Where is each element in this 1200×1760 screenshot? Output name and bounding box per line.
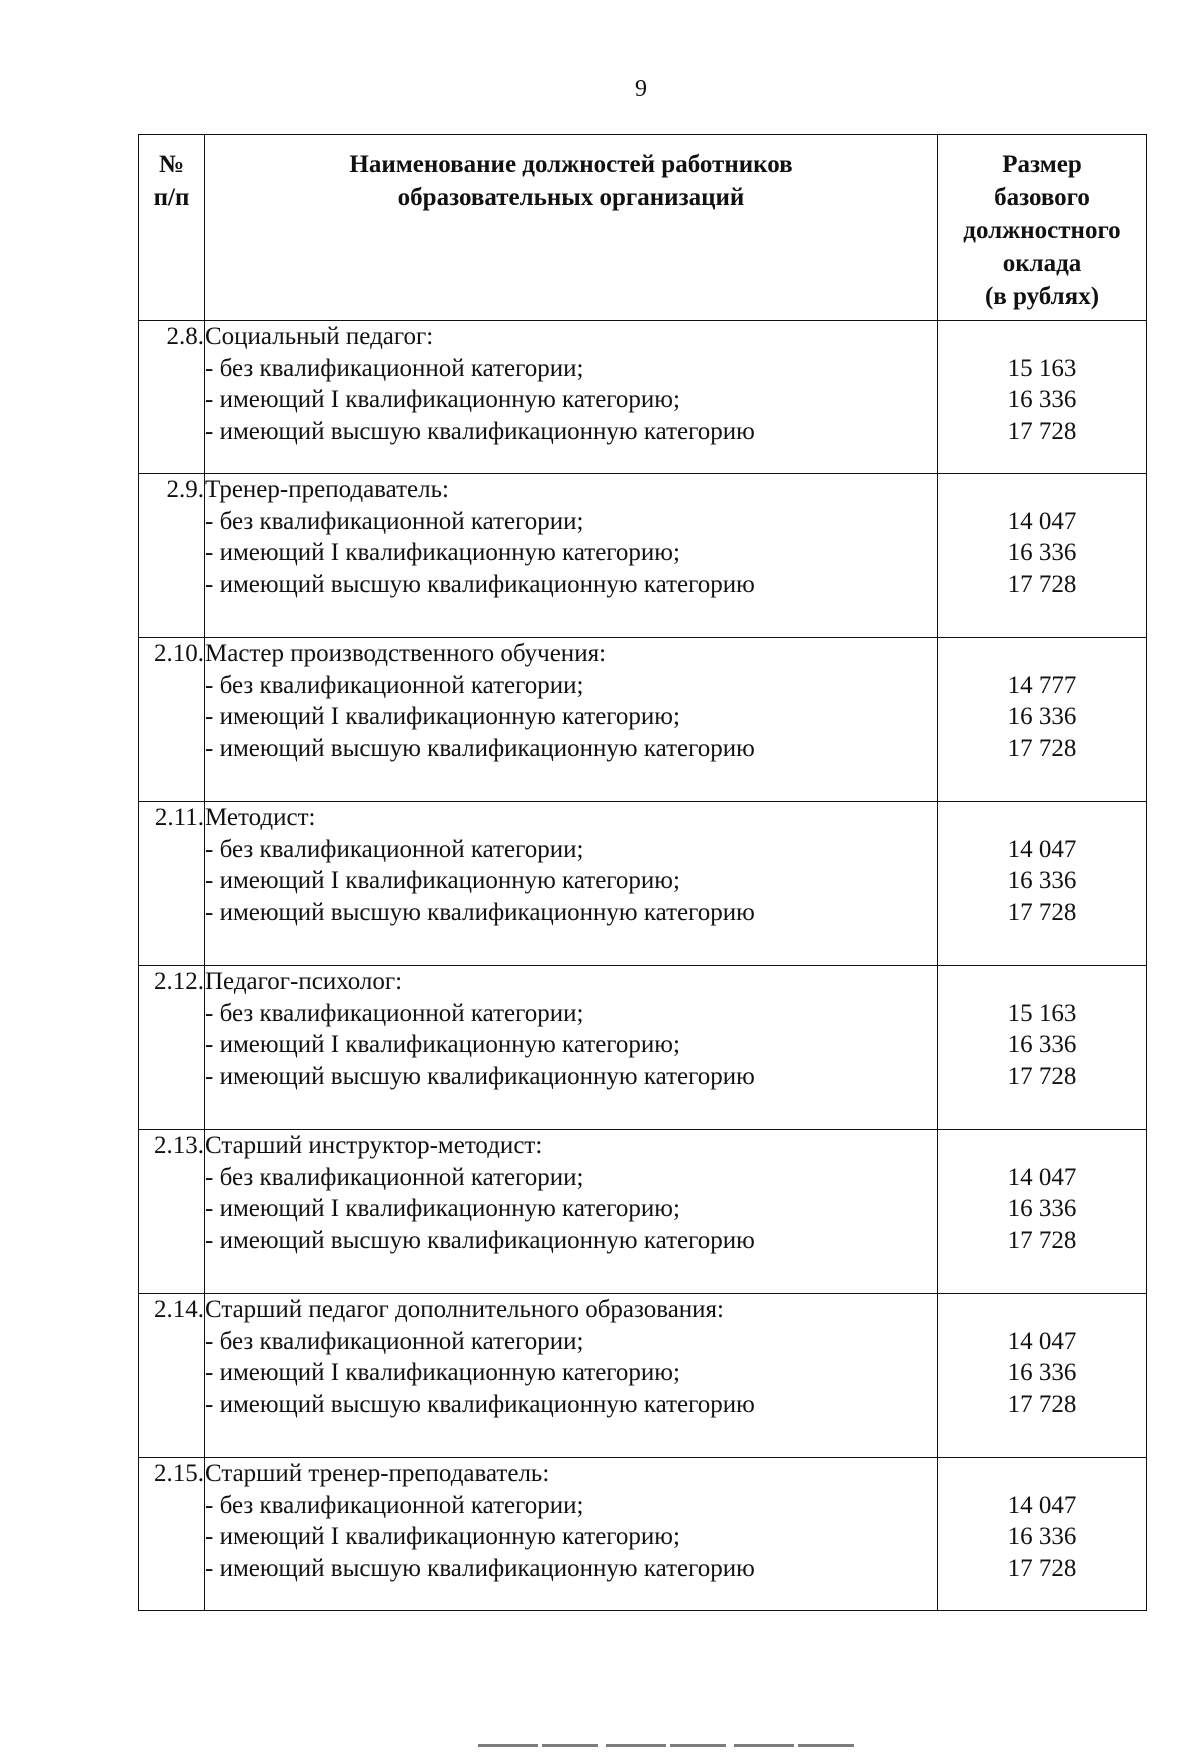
position-title: Старший педагог дополнительного образования:: [205, 1296, 725, 1323]
position-title: Старший тренер-преподаватель:: [205, 1460, 550, 1487]
salary-value: 17 728: [1007, 1554, 1077, 1582]
salary-value: 17 728: [1007, 417, 1077, 445]
salary-value: 14 047: [1007, 835, 1077, 863]
category-label: - без квалификационной категории;: [205, 1491, 584, 1519]
salary-value: 16 336: [1007, 1359, 1077, 1386]
salary-value: 14 047: [1007, 1327, 1077, 1355]
row-number: 2.13.: [139, 1130, 205, 1294]
salary-value: 16 336: [1007, 539, 1077, 566]
salary-value: 16 336: [1007, 703, 1077, 730]
header-num-line: №: [158, 151, 185, 178]
position-cell: [205, 966, 938, 1130]
header-value-line: Размер: [1002, 151, 1082, 178]
position-cell: [205, 474, 938, 638]
category-label: - без квалификационной категории;: [205, 1163, 584, 1191]
row-number: 2.15.: [139, 1458, 205, 1611]
table-row: [139, 638, 1147, 802]
header-name-line: образовательных организаций: [397, 184, 745, 211]
position-title: Социальный педагог:: [205, 323, 434, 350]
salary-value: 16 336: [1007, 1523, 1077, 1550]
salary-value: 17 728: [1007, 734, 1077, 762]
category-label: - имеющий I квалификационную категорию;: [205, 386, 680, 413]
row-number: 2.11.: [139, 802, 205, 966]
category-label: - имеющий I квалификационную категорию;: [205, 867, 680, 894]
position-cell: [205, 1458, 938, 1611]
category-label: - имеющий высшую квалификационную категорию: [205, 898, 755, 926]
table-row: [139, 966, 1147, 1130]
category-label: - имеющий высшую квалификационную категорию: [205, 734, 755, 762]
salary-value: 16 336: [1007, 1195, 1077, 1222]
header-num: [139, 135, 205, 321]
salary-value: 17 728: [1007, 898, 1077, 926]
salary-value: 17 728: [1007, 1062, 1077, 1090]
table-row: [139, 321, 1147, 474]
category-label: - без квалификационной категории;: [205, 999, 584, 1027]
row-number: 2.9.: [139, 474, 205, 638]
salary-cell: [938, 474, 1147, 638]
position-cell: [205, 1294, 938, 1458]
category-label: - имеющий высшую квалификационную категорию: [205, 417, 755, 445]
table-row: [139, 1458, 1147, 1611]
category-label: - без квалификационной категории;: [205, 354, 584, 382]
salary-value: 15 163: [1007, 999, 1077, 1027]
salary-value: 16 336: [1007, 386, 1077, 413]
salary-value: 17 728: [1007, 570, 1077, 598]
position-cell: [205, 321, 938, 474]
position-title: Тренер-преподаватель:: [205, 476, 449, 503]
category-label: - без квалификационной категории;: [205, 671, 584, 699]
row-number: 2.8.: [139, 321, 205, 474]
salary-cell: [938, 1294, 1147, 1458]
position-cell: [205, 638, 938, 802]
salary-cell: [938, 802, 1147, 966]
row-number: 2.12.: [139, 966, 205, 1130]
category-label: - имеющий I квалификационную категорию;: [205, 539, 680, 566]
salary-value: 16 336: [1007, 1031, 1077, 1058]
salary-value: 17 728: [1007, 1226, 1077, 1254]
category-label: - без квалификационной категории;: [205, 1327, 584, 1355]
table-row: [139, 1294, 1147, 1458]
category-label: - без квалификационной категории;: [205, 835, 584, 863]
salary-value: 14 777: [1007, 671, 1077, 699]
table-row: [139, 1130, 1147, 1294]
category-label: - имеющий I квалификационную категорию;: [205, 1359, 680, 1386]
category-label: - имеющий высшую квалификационную категорию: [205, 1390, 755, 1418]
category-label: - имеющий I квалификационную категорию;: [205, 1523, 680, 1550]
position-cell: [205, 802, 938, 966]
salary-cell: [938, 1458, 1147, 1611]
page-number: 9: [635, 76, 647, 102]
position-cell: [205, 1130, 938, 1294]
footer-rule: [478, 1744, 860, 1747]
salary-value: 16 336: [1007, 867, 1077, 894]
header-num-line: п/п: [153, 184, 190, 211]
salary-table: [138, 134, 1147, 1611]
header-name-line: Наименование должностей работников: [349, 151, 793, 178]
salary-cell: [938, 321, 1147, 474]
position-title: Мастер производственного обучения:: [205, 640, 607, 667]
row-number: 2.10.: [139, 638, 205, 802]
category-label: - без квалификационной категории;: [205, 507, 584, 535]
salary-cell: [938, 966, 1147, 1130]
header-value-line: базового: [994, 184, 1090, 211]
salary-value: 17 728: [1007, 1390, 1077, 1418]
position-title: Старший инструктор-методист:: [205, 1132, 543, 1159]
category-label: - имеющий высшую квалификационную категорию: [205, 1226, 755, 1254]
row-number: 2.14.: [139, 1294, 205, 1458]
salary-cell: [938, 638, 1147, 802]
header-value-line: (в рублях): [984, 283, 1100, 310]
category-label: - имеющий высшую квалификационную категорию: [205, 1554, 755, 1582]
salary-cell: [938, 1130, 1147, 1294]
header-value: [938, 135, 1147, 321]
salary-value: 14 047: [1007, 1163, 1077, 1191]
header-value-line: оклада: [1002, 250, 1082, 277]
table-row: [139, 474, 1147, 638]
category-label: - имеющий высшую квалификационную категорию: [205, 1062, 755, 1090]
salary-value: 14 047: [1007, 1491, 1077, 1519]
table-row: [139, 802, 1147, 966]
category-label: - имеющий I квалификационную категорию;: [205, 1195, 680, 1222]
salary-value: 15 163: [1007, 354, 1077, 382]
header-value-line: должностного: [963, 217, 1121, 244]
header-name: [205, 135, 938, 321]
position-title: Педагог-психолог:: [205, 968, 403, 995]
salary-value: 14 047: [1007, 507, 1077, 535]
position-title: Методист:: [205, 804, 316, 831]
table-header-row: [139, 135, 1147, 321]
category-label: - имеющий I квалификационную категорию;: [205, 703, 680, 730]
category-label: - имеющий высшую квалификационную категорию: [205, 570, 755, 598]
category-label: - имеющий I квалификационную категорию;: [205, 1031, 680, 1058]
